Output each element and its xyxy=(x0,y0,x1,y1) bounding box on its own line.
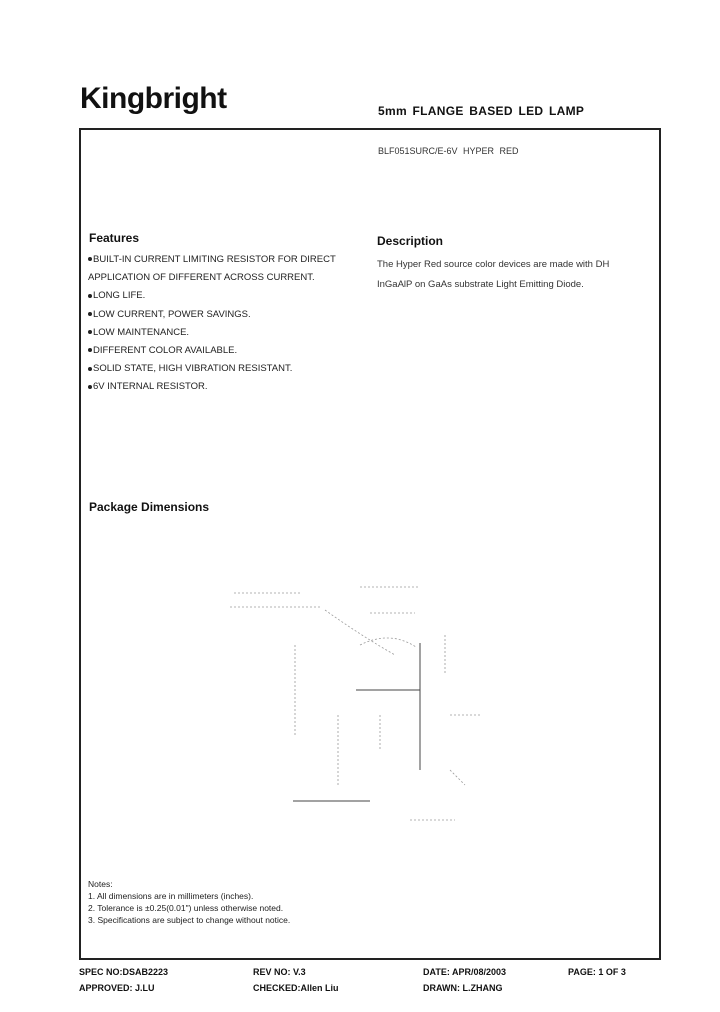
bullet-icon xyxy=(88,257,92,261)
notes-block xyxy=(88,878,290,926)
package-dimensions-heading: Package Dimensions xyxy=(89,500,210,514)
kingbright-logo: Kingbright xyxy=(80,82,227,115)
bullet-icon xyxy=(88,348,92,352)
revision-number: REV NO: V.3 xyxy=(253,967,306,977)
bullet-icon xyxy=(88,312,92,316)
part-number: BLF051SURC/E-6V HYPER RED xyxy=(378,146,519,156)
spec-number: SPEC NO:DSAB2223 xyxy=(79,967,169,977)
document-title: 5mm FLANGE BASED LED LAMP xyxy=(378,104,585,118)
package-dimension-drawing xyxy=(220,575,510,835)
feature-item: LONG LIFE. xyxy=(88,287,358,305)
description-line: The Hyper Red source color devices are made with DH xyxy=(377,259,610,270)
lens-outline xyxy=(325,610,395,655)
feature-item: DIFFERENT COLOR AVAILABLE. xyxy=(88,342,358,360)
note-item: 1. All dimensions are in millimeters (inches). xyxy=(88,891,254,901)
drawn-by: DRAWN: L.ZHANG xyxy=(423,983,503,993)
feature-item: LOW MAINTENANCE. xyxy=(88,324,358,342)
notes-heading: Notes: xyxy=(88,879,113,889)
note-item: 2. Tolerance is ±0.25(0.01") unless otherwise noted. xyxy=(88,903,284,913)
description-heading: Description xyxy=(377,234,444,248)
feature-item: SOLID STATE, HIGH VIBRATION RESISTANT. xyxy=(88,360,358,378)
note-item: 3. Specifications are subject to change without notice. xyxy=(88,915,291,925)
checked-by: CHECKED:Allen Liu xyxy=(253,983,339,993)
bullet-icon xyxy=(88,294,92,298)
document-date: DATE: APR/08/2003 xyxy=(423,967,507,977)
description-line: InGaAlP on GaAs substrate Light Emitting Diode. xyxy=(377,279,584,290)
feature-item: LOW CURRENT, POWER SAVINGS. xyxy=(88,306,358,324)
bullet-icon xyxy=(88,367,92,371)
approved-by: APPROVED: J.LU xyxy=(79,983,155,993)
description-text xyxy=(377,255,659,295)
features-heading: Features xyxy=(89,231,140,245)
bullet-icon xyxy=(88,330,92,334)
feature-item: 6V INTERNAL RESISTOR. xyxy=(88,378,358,396)
features-list xyxy=(88,251,358,397)
bullet-icon xyxy=(88,385,92,389)
dimension-line xyxy=(450,770,465,785)
page-number: PAGE: 1 OF 3 xyxy=(568,967,626,977)
feature-item: APPLICATION OF DIFFERENT ACROSS CURRENT. xyxy=(88,272,315,284)
feature-item: BUILT-IN CURRENT LIMITING RESISTOR FOR DIRECT xyxy=(88,251,358,269)
